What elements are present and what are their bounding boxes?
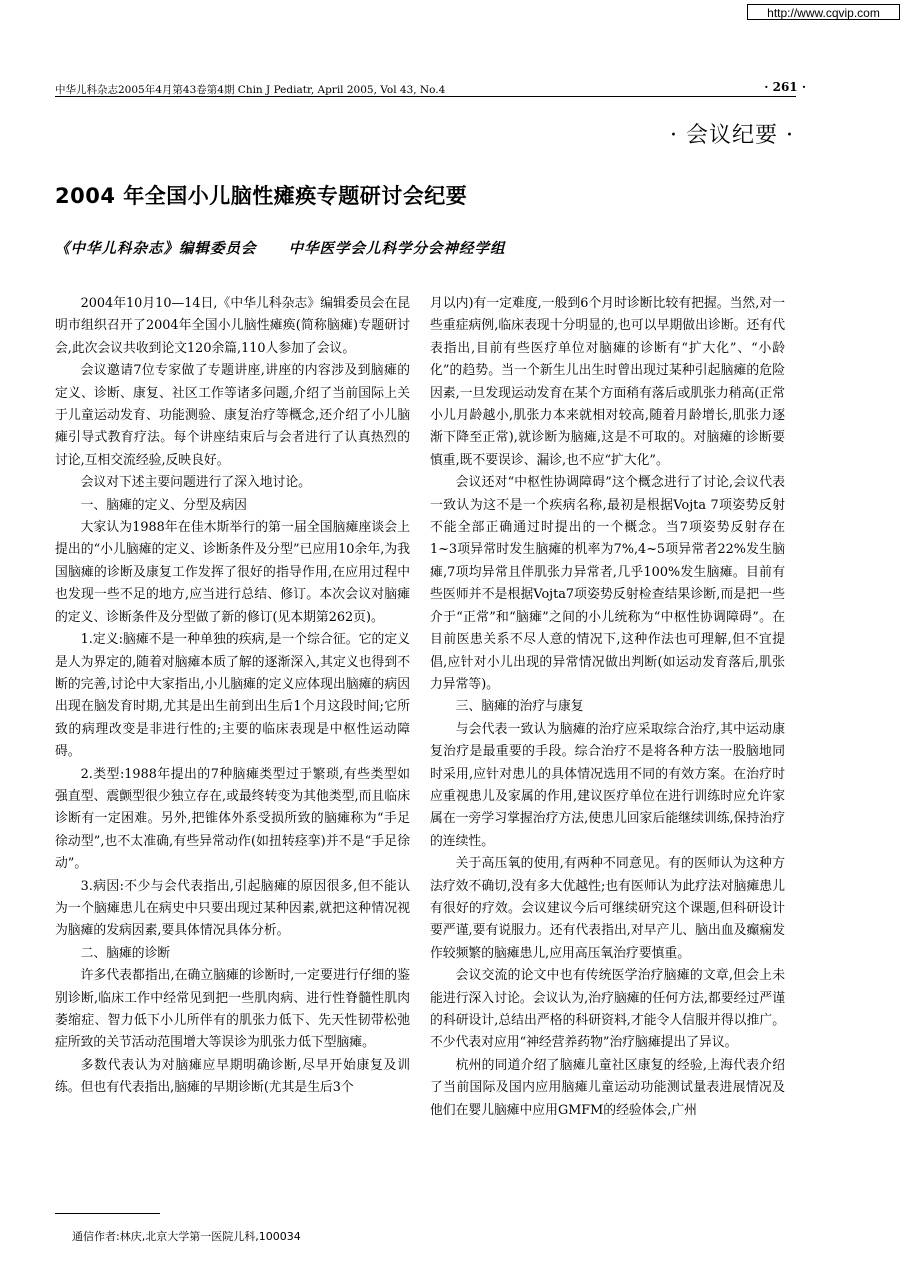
paragraph: 月以内)有一定难度,一般到6个月时诊断比较有把握。当然,对一些重症病例,临床表现十分明显的,也可以早期做出诊断。还有代表指出,目前有些医疗单位对脑瘫的诊断有“扩大化”、“小龄化”的趋势。当一个新生儿出生时曾出现过某种引起脑瘫的危险因素,一旦发现运动发育在某个方面稍有落后或肌张力稍高(正常小儿月龄越小,肌张力本来就相对较高,随着月龄增长,肌张力逐渐下降至正常),就诊断为脑瘫,这是不可取的。对脑瘫的诊断要慎重,既不要误诊、漏诊,也不应“扩大化”。 bbox=[430, 296, 785, 468]
authors bbox=[55, 237, 506, 258]
paragraph: 3.病因:不少与会代表指出,引起脑瘫的原因很多,但不能认为一个脑瘫患儿在病史中只要出现过某种因素,就把这种情况视为脑瘫的发病因素,要具体情况具体分析。 bbox=[55, 878, 410, 939]
paragraph: 1.定义:脑瘫不是一种单独的疾病,是一个综合征。它的定义是人为界定的,随着对脑瘫本质了解的逐渐深入,其定义也得到不断的完善,讨论中大家指出,小儿脑瘫的定义应体现出脑瘫的病因出现在脑发育时期,尤其是出生前到出生后1个月这段时间;它所致的病理改变是非进行性的;主要的临床表现是中枢性运动障碍。 bbox=[55, 632, 410, 760]
paragraph: 与会代表一致认为脑瘫的治疗应采取综合治疗,其中运动康复治疗是最重要的手段。综合治疗不是将各种方法一股脑地同时采用,应针对患儿的具体情况选用不同的有效方案。在治疗时应重视患儿及家属的作用,建议医疗单位在进行训练时应允许家属在一旁学习掌握治疗方法,使患儿回家后能继续训练,保持治疗的连续性。 bbox=[430, 721, 785, 849]
paragraph: 会议对下述主要问题进行了深入地讨论。 bbox=[80, 475, 311, 491]
right-column bbox=[430, 293, 785, 1122]
correspondence-footnote: 通信作者:林庆,北京大学第一医院儿科,100034 bbox=[72, 1230, 301, 1243]
paragraph: 杭州的同道介绍了脑瘫儿童社区康复的经验,上海代表介绍了当前国际及国内应用脑瘫儿童运动功能测试量表进展情况及他们在婴儿脑瘫中应用GMFM的经验体会,广州 bbox=[430, 1057, 785, 1118]
footnote-rule bbox=[55, 1213, 160, 1214]
author-neurology-group: 中华医学会儿科学分会神经学组 bbox=[288, 240, 506, 257]
author-editorial-board: 《中华儿科杂志》编辑委员会 bbox=[55, 240, 257, 257]
source-url-box: http://www.cqvip.com bbox=[747, 4, 900, 20]
paragraph: 会议邀请7位专家做了专题讲座,讲座的内容涉及到脑瘫的定义、诊断、康复、社区工作等诸多问题,介绍了当前国际上关于儿童运动发育、功能测验、康复治疗等概念,还介绍了小儿脑瘫引导式教育疗法。每个讲座结束后与会者进行了认真热烈的讨论,互相交流经验,反映良好。 bbox=[55, 363, 410, 468]
paragraph: 多数代表认为对脑瘫应早期明确诊断,尽早开始康复及训练。但也有代表指出,脑瘫的早期诊断(尤其是生后3个 bbox=[55, 1057, 410, 1096]
paragraph: 许多代表都指出,在确立脑瘫的诊断时,一定要进行仔细的鉴别诊断,临床工作中经常见到把一些肌肉病、进行性脊髓性肌肉萎缩症、智力低下小儿所伴有的肌张力低下、先天性韧带松弛症所致的关节活动范围增大等误诊为肌张力低下型脑瘫。 bbox=[55, 968, 410, 1051]
paragraph: 大家认为1988年在佳木斯举行的第一届全国脑瘫座谈会上提出的“小儿脑瘫的定义、诊断条件及分型”已应用10余年,为我国脑瘫的诊断及康复工作发挥了很好的指导作用,在应用过程中也发现一些不足的地方,应当进行总结、修订。本次会议对脑瘫的定义、诊断条件及分型做了新的修订(见本期第262页)。 bbox=[55, 520, 410, 625]
paragraph: 2.类型:1988年提出的7种脑瘫类型过于繁琐,有些类型如强直型、震颤型很少独立存在,或最终转变为其他类型,而且临床诊断有一定困难。另外,把锥体外系受损所致的脑瘫称为“手足徐动型”,也不太准确,有些异常动作(如扭转痉挛)并不是“手足徐动”。 bbox=[55, 766, 410, 872]
section-heading: 一、脑瘫的定义、分型及病因 bbox=[80, 497, 247, 513]
paragraph: 会议还对“中枢性协调障碍”这个概念进行了讨论,会议代表一致认为这不是一个疾病名称,最初是根据Vojta 7项姿势反射不能全部正确通过时提出的一个概念。当7项姿势反射存在1~3项异常时发生脑瘫的机率为7%,4~5项异常者22%发生脑瘫,7项均异常且伴肌张力异常者,几乎100%发生脑瘫。目前有些医师并不是根据Vojta7项姿势反射检查结果诊断,而是把一些介于“正常”和“脑瘫”之间的小儿统称为“中枢性协调障碍”。在目前医患关系不尽人意的情况下,这种作法也可理解,但不宜提倡,应针对小儿出现的异常情况做出判断(如运动发育落后,肌张力异常等)。 bbox=[430, 475, 785, 692]
running-head: 中华儿科杂志2005年4月第43卷第4期 Chin J Pediatr, April 2005, Vol 43, No.4 bbox=[55, 84, 446, 96]
header-rule bbox=[55, 96, 796, 97]
paragraph: 会议交流的论文中也有传统医学治疗脑瘫的文章,但会上未能进行深入讨论。会议认为,治疗脑瘫的任何方法,都要经过严谨的科研设计,总结出严格的科研资料,才能令人信服并得以推广。不少代表对应用“神经营养药物”治疗脑瘫提出了异议。 bbox=[430, 968, 785, 1051]
page-number: · 261 · bbox=[764, 80, 806, 94]
section-heading: 二、脑瘫的诊断 bbox=[80, 945, 171, 961]
section-heading: 三、脑瘫的治疗与康复 bbox=[455, 699, 584, 715]
paragraph: 关于高压氧的使用,有两种不同意见。有的医师认为这种方法疗效不确切,没有多大优越性;也有医师认为此疗法对脑瘫患儿有很好的疗效。会议建议今后可继续研究这个课题,但科研设计要严谨,要有说服力。还有代表指出,对早产儿、脑出血及癫痫发作较频繁的脑瘫患儿,应用高压氧治疗要慎重。 bbox=[430, 856, 785, 961]
column-label: · 会议纪要 · bbox=[670, 123, 794, 148]
left-column bbox=[55, 293, 410, 1100]
paragraph: 2004年10月10—14日,《中华儿科杂志》编辑委员会在昆明市组织召开了2004年全国小儿脑性瘫痪(简称脑瘫)专题研讨会,此次会议共收到论文120余篇,110人参加了会议。 bbox=[55, 296, 410, 356]
article-title: 2004 年全国小儿脑性瘫痪专题研讨会纪要 bbox=[55, 184, 468, 208]
